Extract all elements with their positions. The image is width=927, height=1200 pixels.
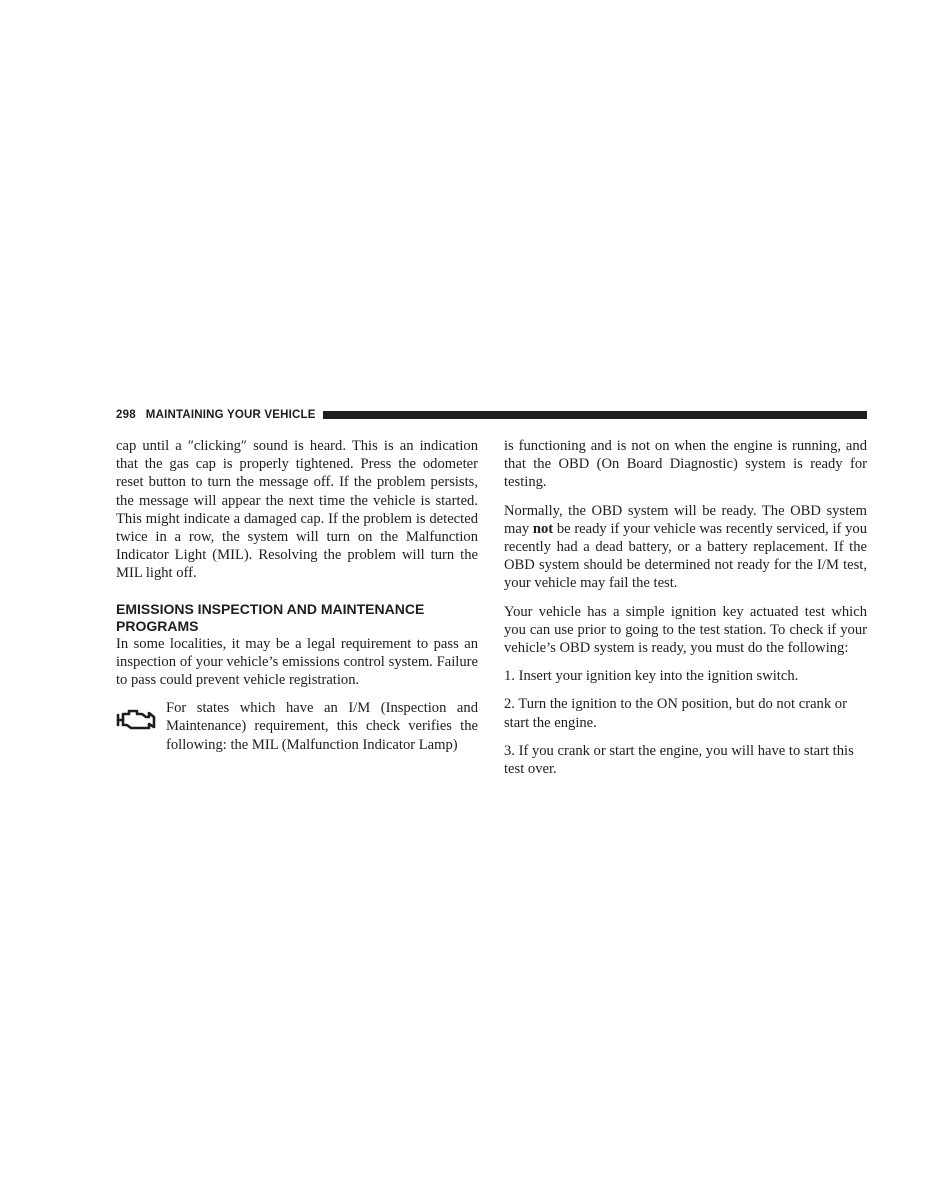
page-number: 298 <box>116 409 136 421</box>
section-title: MAINTAINING YOUR VEHICLE <box>145 409 316 421</box>
im-check-block <box>116 699 478 754</box>
step-2: 2. Turn the ignition to the ON position, but do not crank or start the engine. <box>504 696 847 731</box>
step-1: 1. Insert your ignition key into the ignition switch. <box>504 668 799 685</box>
emissions-heading: EMISSIONS INSPECTION AND MAINTENANCE PROGRAMS <box>116 600 425 634</box>
ignition-test-paragraph: Your vehicle has a simple ignition key actuated test which you can use prior to going to the test station. To check if your vehicle’s OBD system is ready, you must do the following: <box>504 603 867 657</box>
step-3: 3. If you crank or start the engine, you will have to start this test over. <box>504 742 854 778</box>
obd-ready-text-start: Normally, the OBD system will be ready. The OBD system may <box>504 502 867 537</box>
engine-check-icon <box>116 699 166 754</box>
obd-ready-paragraph <box>504 502 867 593</box>
mil-continuation-paragraph: is functioning and is not on when the engine is running, and that the OBD (On Board Diagnostic) system is ready for testing. <box>504 438 867 491</box>
gas-cap-paragraph: cap until a ″clicking″ sound is heard. This is an indication that the gas cap is properly tightened. Press the odometer reset button to turn the message off. If the problem persists, the message will appear the next time the vehicle is started. This might indicate a damaged cap. If the problem is detected twice in a row, the system will turn on the Malfunction Indicator Light (MIL). Resolving the problem will turn the MIL light off. <box>116 438 478 582</box>
obd-ready-text-end: be ready if your vehicle was recently serviced, if you recently had a dead battery, or a battery replacement. If the OBD system should be determined not ready for the I/M test, your vehicle may fail the test. <box>504 520 867 592</box>
left-column <box>116 437 478 754</box>
emissions-intro-paragraph: In some localities, it may be a legal requirement to pass an inspection of your vehicle’s emissions control system. Failure to pass could prevent vehicle registration. <box>116 635 478 689</box>
im-check-paragraph: For states which have an I/M (Inspection and Maintenance) requirement, this check verifies the following: the MIL (Malfunction Indicator Lamp) <box>166 700 478 753</box>
page-header <box>116 408 867 422</box>
right-column <box>504 437 867 788</box>
not-emphasis: not <box>532 520 554 537</box>
header-rule <box>323 411 867 419</box>
